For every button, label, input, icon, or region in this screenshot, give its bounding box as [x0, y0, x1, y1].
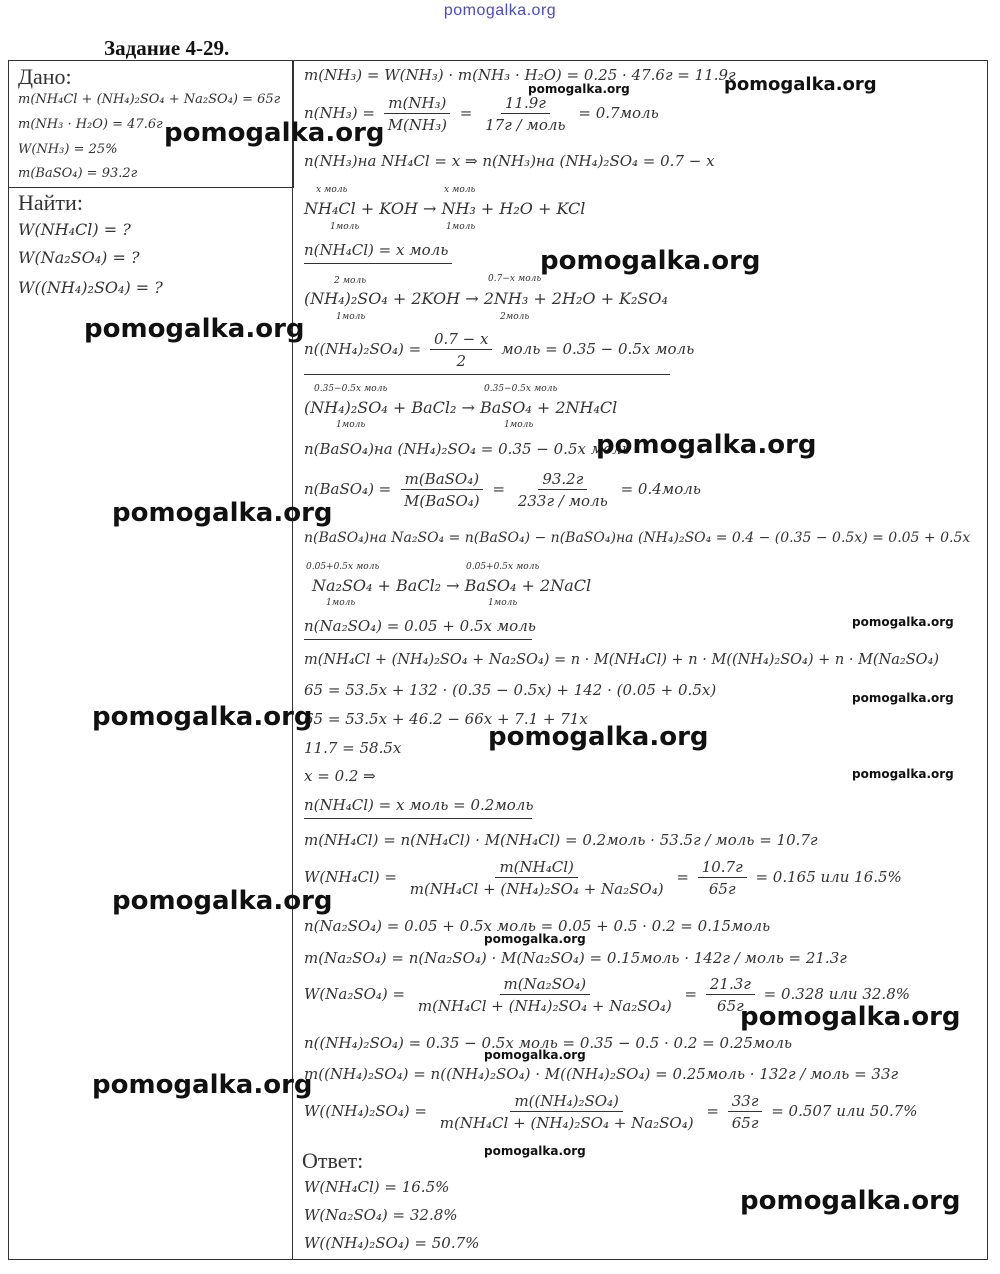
site-header[interactable]: pomogalka.org — [443, 2, 557, 19]
numerator: 10.7г — [698, 858, 747, 878]
formula-line: m(NH₃) = W(NH₃) · m(NH₃ · H₂O) = 0.25 · 47.6г = 11.9г — [304, 66, 736, 84]
formula-line: x = 0.2 ⇒ — [304, 767, 376, 785]
formula-line: m(NH₄Cl + (NH₄)₂SO₄ + Na₂SO₄) = n · M(NH₄Cl) + n · M((NH₄)₂SO₄) + n · M(Na₂SO₄) — [304, 652, 940, 668]
numerator: m((NH₄)₂SO₄) — [510, 1092, 622, 1112]
underline-rule — [304, 374, 670, 375]
reaction-equation: Na₂SO₄ + BaCl₂ → BaSO₄ + 2NaCl — [312, 576, 592, 595]
given-item: m(BaSO₄) = 93.2г — [18, 166, 138, 181]
formula-line: m(NH₄Cl) = n(NH₄Cl) · M(NH₄Cl) = 0.2моль · 53.5г / моль = 10.7г — [304, 831, 818, 849]
formula-line: m((NH₄)₂SO₄) = n((NH₄)₂SO₄) · M((NH₄)₂SO₄) = 0.25моль · 132г / моль = 33г — [304, 1065, 899, 1083]
watermark: pomogalka.org — [596, 430, 817, 460]
reaction-annotation: 1моль — [336, 312, 366, 322]
reaction-annotation: 1моль — [488, 598, 518, 608]
fraction — [481, 94, 569, 134]
watermark: pomogalka.org — [852, 767, 954, 781]
fraction — [514, 470, 612, 510]
fraction-lhs: W(NH₄Cl) = — [304, 868, 397, 886]
denominator: 65г — [731, 1114, 759, 1132]
reaction-annotation: 1моль — [336, 420, 366, 430]
denominator: 65г — [708, 880, 736, 898]
formula-line: n(Na₂SO₄) = 0.05 + 0.5x моль = 0.05 + 0.5 · 0.2 = 0.15моль — [304, 917, 771, 935]
formula-line: 65 = 53.5x + 132 · (0.35 − 0.5x) + 142 · (0.05 + 0.5x) — [304, 681, 717, 699]
find-heading: Найти: — [18, 190, 83, 215]
formula-line: n((NH₄)₂SO₄) = 0.35 − 0.5x моль = 0.35 − 0.5 · 0.2 = 0.25моль — [304, 1034, 793, 1052]
numerator: m(NH₄Cl) — [495, 858, 577, 878]
formula-line: 11.7 = 58.5x — [304, 739, 402, 757]
given-heading: Дано: — [18, 64, 72, 89]
watermark: pomogalka.org — [724, 74, 877, 95]
fraction-lhs: W((NH₄)₂SO₄) = — [304, 1102, 427, 1120]
denominator: 65г — [717, 997, 744, 1015]
find-item: W(Na₂SO₄) = ? — [18, 248, 140, 267]
watermark: pomogalka.org — [112, 498, 333, 528]
fraction — [406, 858, 668, 898]
fraction — [698, 858, 747, 898]
watermark: pomogalka.org — [112, 886, 333, 916]
reaction-annotation: 1моль — [446, 222, 476, 232]
denominator: 233г / моль — [517, 492, 608, 510]
formula-line: n(NH₄Cl) = x моль = 0.2моль — [304, 796, 532, 819]
equals-sign: = — [676, 868, 689, 886]
reaction-annotation: x моль — [316, 185, 348, 195]
reaction-annotation: 2моль — [500, 312, 530, 322]
answer-heading: Ответ: — [302, 1148, 364, 1173]
fraction-line — [304, 470, 701, 510]
reaction-annotation: 1моль — [326, 598, 356, 608]
formula-line: n(Na₂SO₄) = 0.05 + 0.5x моль — [304, 617, 532, 640]
reaction-annotation: 1моль — [504, 420, 534, 430]
formula-line: n(BaSO₄)на (NH₄)₂SO₄ = 0.35 − 0.5x моль — [304, 440, 630, 458]
fraction-rhs: = 0.7моль — [578, 104, 659, 122]
fraction-lhs: W(Na₂SO₄) = — [304, 985, 406, 1003]
fraction — [414, 975, 676, 1015]
watermark: pomogalka.org — [852, 615, 954, 629]
numerator: 11.9г — [501, 94, 550, 114]
watermark: pomogalka.org — [92, 702, 313, 732]
watermark: pomogalka.org — [484, 932, 586, 946]
fraction-rhs: = 0.165 или 16.5% — [755, 868, 902, 886]
watermark: pomogalka.org — [164, 118, 385, 148]
numerator: m(NH₃) — [384, 94, 450, 114]
numerator: 93.2г — [538, 470, 587, 490]
fraction-lhs: n(BaSO₄) = — [304, 480, 392, 498]
fraction-lhs: n(NH₃) = — [304, 104, 375, 122]
formula-line: n(NH₃)на NH₄Cl = x ⇒ n(NH₃)на (NH₄)₂SO₄ = 0.7 − x — [304, 152, 715, 170]
watermark: pomogalka.org — [740, 1002, 961, 1032]
watermark: pomogalka.org — [484, 1048, 586, 1062]
watermark: pomogalka.org — [92, 1070, 313, 1100]
formula-line: n(BaSO₄)на Na₂SO₄ = n(BaSO₄) − n(BaSO₄)на (NH₄)₂SO₄ = 0.4 − (0.35 − 0.5x) = 0.05 + 0.5x — [304, 530, 971, 546]
equals-sign: = — [492, 480, 506, 498]
fraction — [400, 470, 484, 510]
find-item: W((NH₄)₂SO₄) = ? — [18, 278, 163, 297]
numerator: m(Na₂SO₄) — [500, 975, 591, 995]
fraction-rhs: = 0.507 или 50.7% — [771, 1102, 918, 1120]
fraction-rhs: = 0.4моль — [620, 480, 701, 498]
fraction-rhs: моль = 0.35 − 0.5x моль — [501, 340, 695, 358]
fraction-lhs: n((NH₄)₂SO₄) = — [304, 340, 422, 358]
reaction-annotation: 2 моль — [334, 276, 367, 286]
reaction-annotation: 0.35−0.5x моль — [484, 384, 558, 394]
equals-sign: = — [684, 985, 698, 1003]
fraction-rhs: = 0.328 или 32.8% — [763, 985, 910, 1003]
watermark: pomogalka.org — [488, 722, 709, 752]
equals-sign: = — [459, 104, 473, 122]
denominator: m(NH₄Cl + (NH₄)₂SO₄ + Na₂SO₄) — [439, 1114, 694, 1132]
fraction-line — [304, 858, 902, 898]
watermark: pomogalka.org — [484, 1144, 586, 1158]
formula-line: m(Na₂SO₄) = n(Na₂SO₄) · M(Na₂SO₄) = 0.15моль · 142г / моль = 21.3г — [304, 949, 847, 967]
answer-item: W(Na₂SO₄) = 32.8% — [304, 1206, 458, 1224]
watermark: pomogalka.org — [740, 1186, 961, 1216]
reaction-annotation: 0.05+0.5x моль — [306, 562, 380, 572]
numerator: m(BaSO₄) — [401, 470, 483, 490]
numerator: 0.7 − x — [430, 330, 492, 350]
fraction-line — [304, 330, 694, 370]
answer-item: W(NH₄Cl) = 16.5% — [304, 1178, 450, 1196]
reaction-annotation: 1моль — [330, 222, 360, 232]
formula-line: 65 = 53.5x + 46.2 − 66x + 7.1 + 71x — [304, 710, 588, 728]
watermark: pomogalka.org — [528, 82, 630, 96]
equals-sign: = — [706, 1102, 719, 1120]
denominator: m(NH₄Cl + (NH₄)₂SO₄ + Na₂SO₄) — [409, 880, 664, 898]
denominator: M(NH₃) — [387, 116, 447, 134]
numerator: 33г — [728, 1092, 763, 1112]
fraction-line — [304, 1092, 918, 1132]
denominator: 2 — [456, 352, 466, 370]
reaction-annotation: 0.7−x моль — [488, 274, 542, 284]
watermark: pomogalka.org — [84, 314, 305, 344]
fraction — [384, 94, 451, 134]
denominator: M(BaSO₄) — [404, 492, 480, 510]
denominator: 17г / моль — [485, 116, 566, 134]
answer-item: W((NH₄)₂SO₄) = 50.7% — [304, 1234, 480, 1252]
numerator: 21.3г — [706, 975, 755, 995]
reaction-equation: (NH₄)₂SO₄ + BaCl₂ → BaSO₄ + 2NH₄Cl — [304, 398, 618, 417]
formula-line: n(NH₄Cl) = x моль — [304, 241, 452, 264]
find-item: W(NH₄Cl) = ? — [18, 220, 131, 239]
fraction — [430, 330, 492, 370]
reaction-annotation: x моль — [444, 185, 476, 195]
reaction-annotation: 0.35−0.5x моль — [314, 384, 388, 394]
given-item: W(NH₃) = 25% — [18, 142, 118, 157]
given-item: m(NH₄Cl + (NH₄)₂SO₄ + Na₂SO₄) = 65г — [18, 92, 281, 107]
denominator: m(NH₄Cl + (NH₄)₂SO₄ + Na₂SO₄) — [417, 997, 672, 1015]
watermark: pomogalka.org — [852, 691, 954, 705]
reaction-equation: (NH₄)₂SO₄ + 2KOH → 2NH₃ + 2H₂O + K₂SO₄ — [304, 289, 668, 308]
task-title: Задание 4-29. — [104, 36, 230, 60]
fraction — [436, 1092, 698, 1132]
reaction-equation: NH₄Cl + KOH → NH₃ + H₂O + KCl — [304, 199, 586, 218]
given-item: m(NH₃ · H₂O) = 47.6г — [18, 117, 163, 132]
fraction — [728, 1092, 763, 1132]
watermark: pomogalka.org — [540, 246, 761, 276]
reaction-annotation: 0.05+0.5x моль — [466, 562, 540, 572]
